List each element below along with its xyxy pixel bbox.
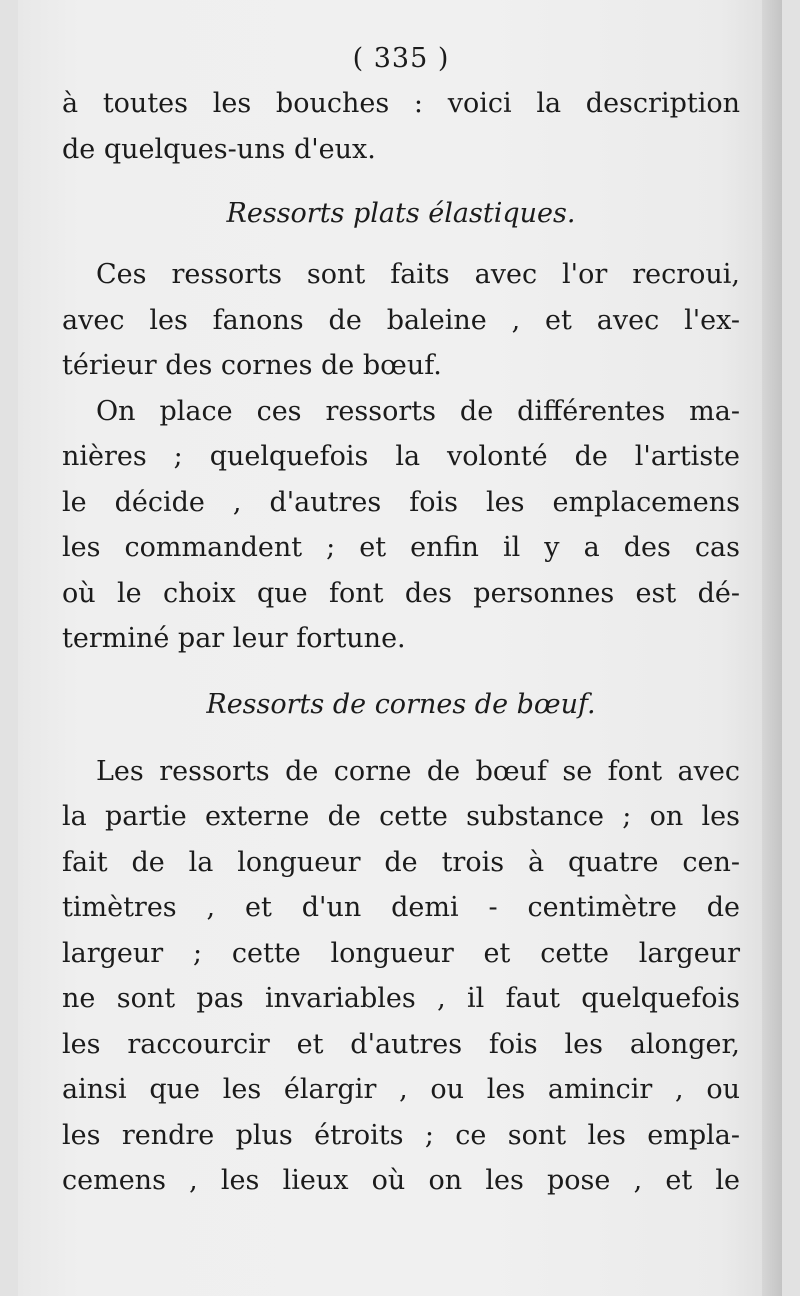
text-line: Les ressorts de corne de bœuf se font avec xyxy=(96,755,740,787)
text-line: térieur des cornes de bœuf. xyxy=(62,350,442,381)
text-line: largeur ; cette longueur et cette largeur xyxy=(62,937,740,969)
text-line: timètres , et d'un demi - centimètre de xyxy=(62,892,740,923)
paragraph-springs-materials xyxy=(62,252,740,389)
page-edge-shadow xyxy=(762,0,782,1296)
text-line: On place ces ressorts de différentes ma- xyxy=(96,395,740,427)
book-page xyxy=(62,36,740,1204)
text-line: le décide , d'autres fois les emplacemens xyxy=(62,486,740,518)
text-line: avec les fanons de baleine , et avec l'ex- xyxy=(62,304,740,336)
paragraph-springs-placement xyxy=(62,389,740,662)
text-line: où le choix que font des personnes est dé- xyxy=(62,577,740,609)
section-heading-horn-springs: Ressorts de cornes de bœuf. xyxy=(206,688,596,720)
text-line: les raccourcir et d'autres fois les alonger, xyxy=(62,1028,740,1060)
text-line: fait de la longueur de trois à quatre cen- xyxy=(62,846,740,878)
text-line: à toutes les bouches : voici la description xyxy=(62,88,740,119)
text-line: terminé par leur fortune. xyxy=(62,623,406,654)
page-number: ( 335 ) xyxy=(352,43,450,74)
text-line: les rendre plus étroits ; ce sont les empla- xyxy=(62,1119,740,1151)
text-line: cemens , les lieux où on les pose , et le xyxy=(62,1165,740,1196)
text-line: ainsi que les élargir , ou les amincir , ou xyxy=(62,1074,740,1105)
text-line: ne sont pas invariables , il faut quelquefois xyxy=(62,983,740,1014)
intro-paragraph xyxy=(62,81,740,172)
section-heading-flat-springs: Ressorts plats élastiques. xyxy=(226,198,576,229)
text-line: Ces ressorts sont faits avec l'or recroui, xyxy=(96,259,740,290)
text-line: la partie externe de cette substance ; on les xyxy=(62,801,740,832)
paragraph-horn-springs xyxy=(62,749,740,1204)
text-line: nières ; quelquefois la volonté de l'artiste xyxy=(62,441,740,472)
text-line: les commandent ; et enfin il y a des cas xyxy=(62,532,740,563)
text-line: de quelques-uns d'eux. xyxy=(62,133,376,165)
